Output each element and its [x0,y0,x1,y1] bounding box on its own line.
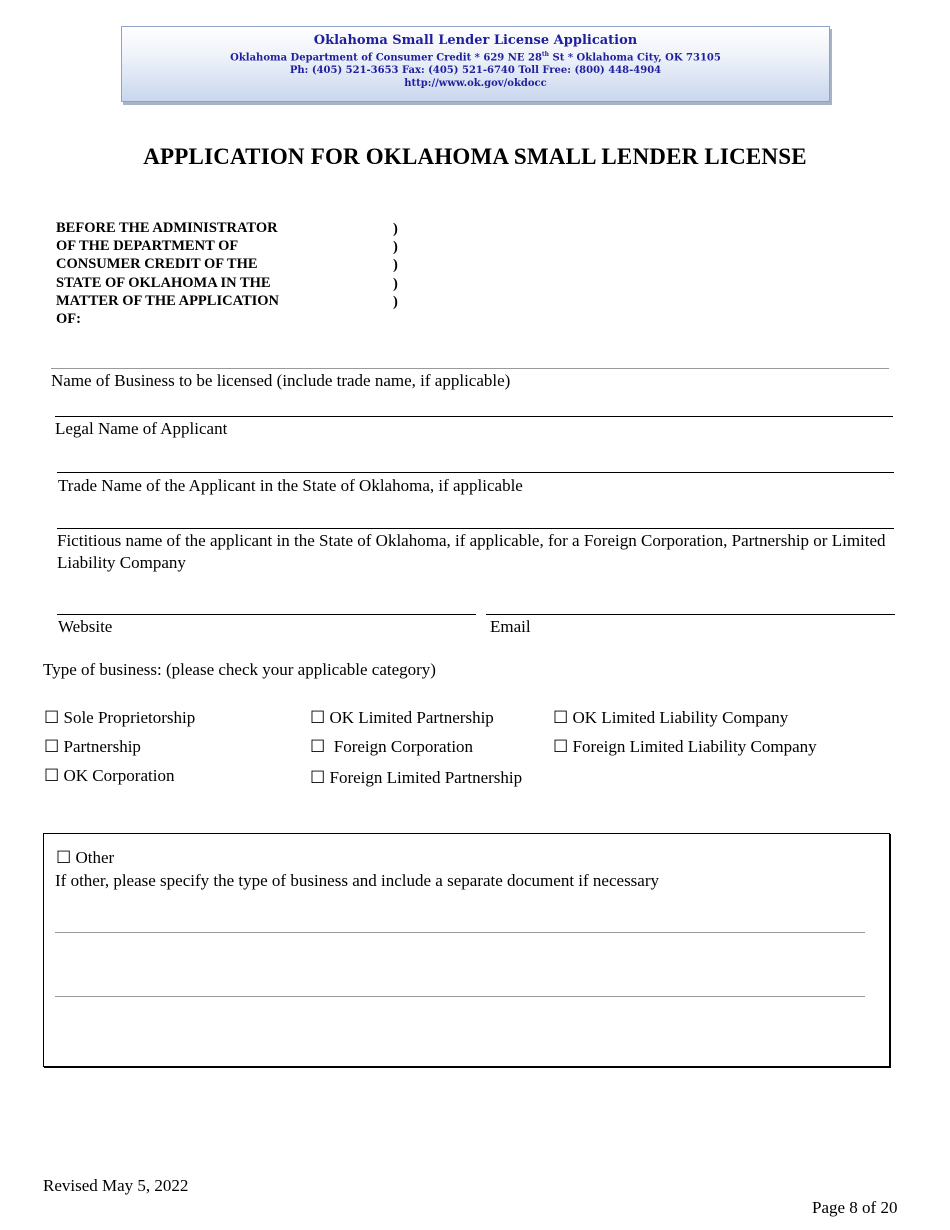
caption-line: BEFORE THE ADMINISTRATOR [56,220,278,236]
page-number: Page 8 of 20 [812,1198,898,1217]
caption-line: OF: [56,311,81,328]
case-caption [56,219,279,328]
checkbox-foreign-corporation[interactable]: ☐ Foreign Corporation [310,737,474,756]
business-name-field[interactable] [51,368,889,369]
business-name-label: Name of Business to be licensed (include trade name, if applicable) [51,371,511,390]
website-label: Website [58,617,113,636]
checkbox-icon[interactable]: ☐ [310,708,326,727]
email-field[interactable] [486,614,895,615]
other-specify-line-2[interactable] [55,996,865,997]
legal-name-field[interactable] [55,416,893,417]
checkbox-foreign-llc[interactable]: ☐ Foreign Limited Liability Company [553,737,817,756]
header-phones: Ph: (405) 521-3653 Fax: (405) 521-6740 Toll Free: (800) 448-4904 [289,65,662,77]
checkbox-ok-llc[interactable]: ☐ OK Limited Liability Company [553,708,789,727]
header-banner [121,26,830,102]
checkbox-other[interactable]: ☐ Other [56,848,115,867]
checkbox-icon[interactable]: ☐ [553,737,569,756]
checkbox-icon[interactable]: ☐ [310,768,326,787]
caption-line: CONSUMER CREDIT OF THE [56,256,258,273]
checkbox-icon[interactable]: ☐ [44,766,60,785]
caption-line: MATTER OF THE APPLICATION [56,292,280,309]
header-title: Oklahoma Small Lender License Application [313,33,638,48]
other-business-box [43,833,890,1067]
checkbox-partnership[interactable]: ☐ Partnership [44,737,141,756]
revised-date: Revised May 5, 2022 [43,1176,189,1195]
business-type-prompt: Type of business: (please check your applicable category) [43,660,436,679]
header-address: Oklahoma Department of Consumer Credit * 629 NE 28th St * Oklahoma City, OK 73105 [230,51,721,64]
email-label: Email [490,617,531,636]
other-specify-line-1[interactable] [55,932,865,933]
checkbox-foreign-limited-partnership[interactable]: ☐ Foreign Limited Partnership [310,768,523,787]
trade-name-label: Trade Name of the Applicant in the State of Oklahoma, if applicable [58,476,523,495]
checkbox-ok-corporation[interactable]: ☐ OK Corporation [44,766,175,785]
caption-parens: ) ) ) ) ) [393,221,398,310]
checkbox-icon[interactable]: ☐ [553,708,569,727]
checkbox-icon[interactable]: ☐ [44,737,60,756]
other-instructions: If other, please specify the type of business and include a separate document if necessary [55,871,660,890]
checkbox-icon[interactable]: ☐ [44,708,60,727]
website-field[interactable] [57,614,476,615]
caption-line: STATE OF OKLAHOMA IN THE [56,274,271,291]
caption-line: OF THE DEPARTMENT OF [56,238,239,255]
checkbox-sole-proprietorship[interactable]: ☐ Sole Proprietorship [44,708,196,727]
form-title: APPLICATION FOR OKLAHOMA SMALL LENDER LICENSE [143,144,807,169]
legal-name-label: Legal Name of Applicant [55,419,228,438]
header-website-link[interactable]: http://www.ok.gov/okdocc [404,78,547,90]
trade-name-field[interactable] [57,472,894,473]
checkbox-icon[interactable]: ☐ [310,737,326,756]
fictitious-name-field[interactable] [57,528,894,529]
checkbox-ok-limited-partnership[interactable]: ☐ OK Limited Partnership [310,708,494,727]
fictitious-name-label: Fictitious name of the applicant in the State of Oklahoma, if applicable, for a Foreign Corporation, Partnership or Limited Liability Company [57,531,886,572]
checkbox-icon[interactable]: ☐ [56,848,72,867]
